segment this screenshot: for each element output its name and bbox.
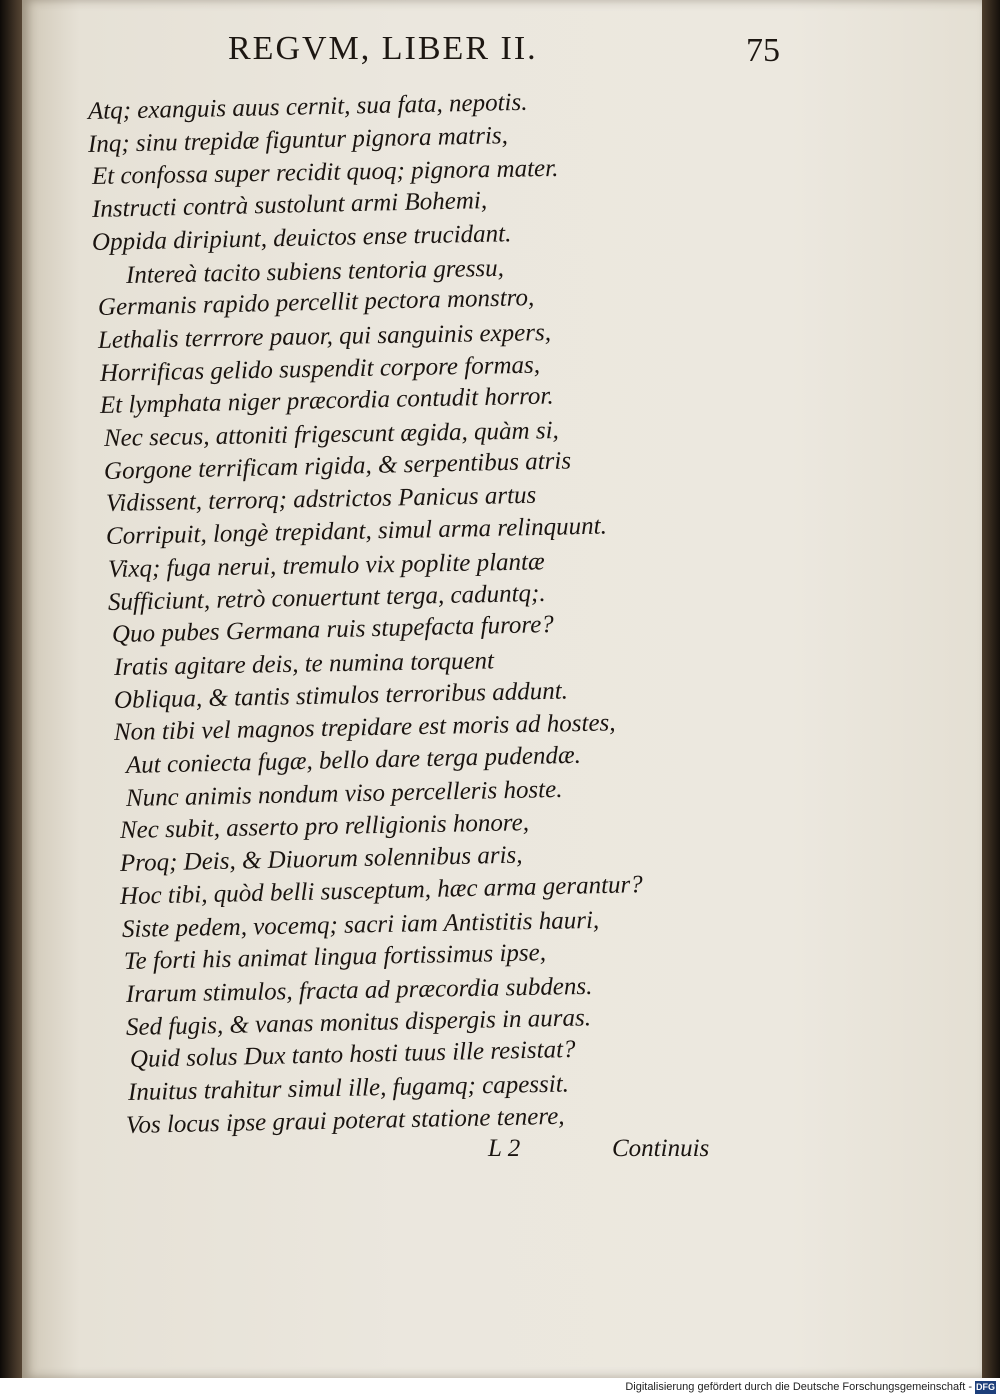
book-page — [22, 0, 982, 1378]
verse-line: Atq; exanguis auus cernit, sua fata, nepotis. — [87, 88, 528, 125]
verse-text-block — [22, 0, 982, 1200]
verse-line: Lethalis terrrore pauor, qui sanguinis expers, — [97, 319, 552, 354]
verse-line: Nec secus, attoniti frigescunt ægida, quàm si, — [103, 417, 560, 452]
verse-line: Vixq; fuga nerui, tremulo vix poplite plantæ — [107, 548, 545, 583]
digitization-credit: Digitalisierung gefördert durch die Deutsche Forschungsgemeinschaft - — [625, 1381, 972, 1393]
scan-right-border — [982, 0, 1000, 1378]
verse-line: Quid solus Dux tanto hosti tuus ille resistat? — [129, 1035, 576, 1073]
verse-line: Horrificas gelido suspendit corpore formas, — [99, 351, 541, 387]
verse-line: Et lymphata niger præcordia contudit horror. — [99, 382, 554, 419]
running-head: REGVM, LIBER II. — [228, 30, 538, 67]
verse-line: Germanis rapido percellit pectora monstro, — [97, 284, 535, 321]
verse-line: Et confossa super recidit quoq; pignora mater. — [91, 154, 559, 190]
verse-line: Vos locus ipse graui poterat statione tenere, — [125, 1102, 565, 1139]
verse-line: Siste pedem, vocemq; sacri iam Antistitis hauri, — [121, 906, 600, 943]
verse-line: Instructi contrà sustolunt armi Bohemi, — [91, 187, 488, 223]
verse-line: Inq; sinu trepidæ figuntur pignora matris, — [87, 122, 509, 158]
verse-line: Oppida diripiunt, deuictos ense trucidant. — [91, 220, 512, 256]
verse-line: Aut coniecta fugæ, bello dare terga pudendæ. — [125, 741, 582, 779]
verse-line: Non tibi vel magnos trepidare est moris ad hostes, — [113, 709, 616, 746]
page-number: 75 — [746, 32, 780, 69]
verse-line: Sufficiunt, retrò conuertunt terga, caduntq;. — [107, 579, 546, 616]
verse-line: Nec subit, asserto pro relligionis honore, — [119, 809, 530, 844]
verse-line: Nunc animis nondum viso percelleris hoste. — [125, 775, 563, 812]
verse-line: Corripuit, longè trepidant, simul arma relinquunt. — [105, 512, 608, 550]
verse-line: Iratis agitare deis, te numina torquent — [113, 647, 495, 681]
verse-line: Vidissent, terrorq; adstrictos Panicus artus — [105, 481, 537, 517]
verse-line: Inuitus trahitur simul ille, fugamq; capessit. — [127, 1070, 570, 1106]
verse-line: Hoc tibi, quòd belli susceptum, hæc arma gerantur? — [119, 871, 644, 910]
verse-line: Intereà tacito subiens tentoria gressu, — [125, 254, 505, 289]
catchword: Continuis — [612, 1135, 710, 1162]
verse-line: Proq; Deis, & Diuorum solennibus aris, — [119, 841, 523, 877]
verse-line: Obliqua, & tantis stimulos terroribus addunt. — [113, 677, 569, 714]
verse-line: Gorgone terrificam rigida, & serpentibus atris — [103, 447, 572, 485]
verse-line: Te forti his animat lingua fortissimus ipse, — [123, 939, 547, 975]
verse-line: Irarum stimulos, fracta ad præcordia subdens. — [125, 972, 593, 1008]
footer-bar — [0, 1378, 1000, 1398]
dfg-logo: DFG — [976, 1382, 995, 1392]
verse-line: Quo pubes Germana ruis stupefacta furore? — [111, 610, 555, 648]
verse-line: Sed fugis, & vanas monitus dispergis in auras. — [125, 1004, 592, 1041]
signature-mark: L 2 — [488, 1135, 521, 1162]
